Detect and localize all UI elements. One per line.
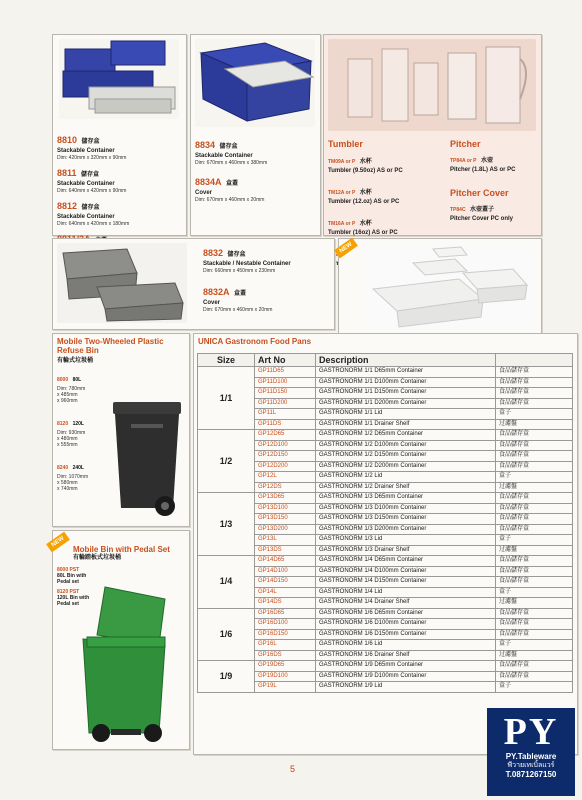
product-cn: 水壺 bbox=[480, 158, 493, 164]
tumbler-item bbox=[328, 181, 446, 206]
bin-dim: x 580mm bbox=[57, 480, 78, 486]
bin-size: 240L bbox=[72, 465, 84, 471]
section-title: Mobile Bin with Pedal Set bbox=[73, 545, 170, 554]
art-no-cell: GP11D200 bbox=[255, 398, 316, 409]
product-code: TM20A bbox=[328, 252, 345, 258]
description-cell: GASTRONORM 1/1 D150mm Container bbox=[316, 388, 496, 399]
product-cn: 水杯 bbox=[359, 190, 372, 196]
product-code: TP84A or P bbox=[450, 158, 477, 164]
bin-illustration bbox=[67, 583, 187, 747]
product-panel-8810 bbox=[52, 34, 187, 236]
description-cell: GASTRONORM 1/6 D100mm Container bbox=[316, 619, 496, 630]
chinese-cell: 盒子 bbox=[496, 682, 573, 693]
table-row bbox=[198, 556, 573, 567]
bin-dim: x 740mm bbox=[57, 486, 78, 492]
art-no-cell: GP12DS bbox=[255, 482, 316, 493]
product-code: 8000 bbox=[57, 377, 69, 383]
bin-item bbox=[57, 368, 105, 404]
table-row bbox=[198, 640, 573, 651]
table-header-row bbox=[198, 354, 573, 367]
product-code: TM12A or P bbox=[328, 190, 356, 196]
description-cell: GASTRONORM 1/3 D65mm Container bbox=[316, 493, 496, 504]
description-cell: GASTRONORM 1/9 Lid bbox=[316, 682, 496, 693]
col-description: Description bbox=[316, 354, 496, 367]
art-no-cell: GP13D200 bbox=[255, 524, 316, 535]
product-name: Stackable Container bbox=[57, 214, 115, 220]
product-code: 8812 bbox=[57, 201, 78, 211]
bin-dim: x 555mm bbox=[57, 442, 78, 448]
bin-dim: x 480mm bbox=[57, 436, 78, 442]
bin-item bbox=[57, 456, 105, 492]
product-item bbox=[203, 282, 331, 313]
table-row bbox=[198, 682, 573, 693]
product-code: TP84C bbox=[450, 207, 466, 213]
tumbler-illustration bbox=[328, 39, 536, 131]
product-image-white-pans bbox=[363, 243, 535, 329]
product-dim: Dim: 420mm x 320mm x 90mm bbox=[57, 155, 127, 161]
bin-illustration bbox=[103, 396, 187, 522]
table-row bbox=[198, 619, 573, 630]
product-name: Pitcher Cover PC only bbox=[450, 216, 514, 222]
product-panel-8834 bbox=[190, 34, 321, 236]
bin-desc: Pedal set bbox=[57, 579, 79, 585]
bin-list bbox=[57, 368, 105, 492]
product-list bbox=[203, 243, 331, 313]
art-no-cell: GP11D150 bbox=[255, 388, 316, 399]
chinese-cell: 食品儲存盒 bbox=[496, 661, 573, 672]
product-image-gray-bin bbox=[103, 396, 187, 522]
section-title: Tumbler bbox=[328, 139, 363, 149]
description-cell: GASTRONORM 1/1 D100mm Container bbox=[316, 377, 496, 388]
art-no-cell: GP11D100 bbox=[255, 377, 316, 388]
art-no-cell: GP12D150 bbox=[255, 451, 316, 462]
page-number: 5 bbox=[290, 764, 296, 774]
description-cell: GASTRONORM 1/4 D65mm Container bbox=[316, 556, 496, 567]
chinese-cell: 过濾盤 bbox=[496, 482, 573, 493]
chinese-cell: 食品儲存盒 bbox=[496, 367, 573, 378]
chinese-cell: 过濾盤 bbox=[496, 650, 573, 661]
chinese-cell: 盒子 bbox=[496, 535, 573, 546]
product-name: Stackable / Nestable Container bbox=[203, 261, 291, 267]
product-cn: 盒蓋 bbox=[233, 291, 246, 297]
table-row bbox=[198, 409, 573, 420]
description-cell: GASTRONORM 1/4 D150mm Container bbox=[316, 577, 496, 588]
new-badge: NEW bbox=[334, 238, 358, 259]
product-cn: 水壺蓋子 bbox=[470, 207, 495, 213]
bin-dim: Dim: 1070mm bbox=[57, 474, 89, 480]
chinese-cell: 过濾盤 bbox=[496, 419, 573, 430]
product-dim: Dim: 640mm x 420mm x 180mm bbox=[57, 221, 130, 227]
size-cell: 1/3 bbox=[198, 493, 255, 556]
chinese-cell: 食品儲存盒 bbox=[496, 619, 573, 630]
bin-desc: 80L Bin with bbox=[57, 573, 87, 579]
section-title: Pitcher Cover bbox=[450, 188, 509, 198]
pitcher-list bbox=[450, 139, 538, 223]
description-cell: GASTRONORM 1/9 D100mm Container bbox=[316, 671, 496, 682]
table-row bbox=[198, 388, 573, 399]
art-no-cell: GP12L bbox=[255, 472, 316, 483]
product-item bbox=[195, 135, 317, 166]
bin-dim: x 485mm bbox=[57, 392, 78, 398]
table-row bbox=[198, 514, 573, 525]
table-row bbox=[198, 661, 573, 672]
product-code: 8832 bbox=[203, 248, 224, 258]
product-name: Stackable Container bbox=[57, 181, 115, 187]
logo-thai: พีวายเทเบิ้ลแวร์ bbox=[507, 762, 555, 769]
table-row bbox=[198, 671, 573, 682]
product-item bbox=[195, 172, 317, 203]
container-illustration bbox=[57, 243, 187, 323]
product-image-blue-containers bbox=[59, 39, 179, 119]
section-title: Mobile Two-Wheeled Plastic Refuse Bin bbox=[57, 337, 164, 355]
description-cell: GASTRONORM 1/6 Drainer Shelf bbox=[316, 650, 496, 661]
container-illustration bbox=[59, 39, 179, 119]
description-cell: GASTRONORM 1/2 D100mm Container bbox=[316, 440, 496, 451]
table-row bbox=[198, 430, 573, 441]
description-cell: GASTRONORM 1/3 Lid bbox=[316, 535, 496, 546]
bin-dim: Dim: 930mm bbox=[57, 430, 86, 436]
description-cell: GASTRONORM 1/6 Lid bbox=[316, 640, 496, 651]
table-row bbox=[198, 535, 573, 546]
section-title: Pitcher bbox=[450, 139, 481, 149]
art-no-cell: GP19D65 bbox=[255, 661, 316, 672]
art-no-cell: GP16DS bbox=[255, 650, 316, 661]
product-panel-8832 bbox=[52, 238, 335, 330]
art-no-cell: GP14D65 bbox=[255, 556, 316, 567]
product-dim: Dim: 670mm x 460mm x 20mm bbox=[203, 307, 273, 313]
description-cell: GASTRONORM 1/4 D100mm Container bbox=[316, 566, 496, 577]
product-panel-pedal-bin bbox=[52, 530, 190, 750]
table-row bbox=[198, 367, 573, 378]
product-item bbox=[57, 196, 183, 227]
chinese-cell: 食品儲存盒 bbox=[496, 377, 573, 388]
product-image-8832 bbox=[57, 243, 187, 323]
chinese-cell: 食品儲存盒 bbox=[496, 398, 573, 409]
chinese-cell: 食品儲存盒 bbox=[496, 524, 573, 535]
product-code: 8832A bbox=[203, 287, 230, 297]
description-cell: GASTRONORM 1/1 D200mm Container bbox=[316, 398, 496, 409]
table-row bbox=[198, 566, 573, 577]
tumbler-item bbox=[328, 150, 446, 175]
art-no-cell: GP16D150 bbox=[255, 629, 316, 640]
description-cell: GASTRONORM 1/3 Drainer Shelf bbox=[316, 545, 496, 556]
product-code: 8810 bbox=[57, 135, 78, 145]
chinese-cell: 食品儲存盒 bbox=[496, 451, 573, 462]
bin-desc: 120L Bin with bbox=[57, 595, 90, 601]
table-row bbox=[198, 545, 573, 556]
tumbler-item bbox=[328, 212, 446, 237]
table-row bbox=[198, 440, 573, 451]
product-item bbox=[57, 163, 183, 194]
product-code: TM09A or P bbox=[328, 159, 356, 165]
description-cell: GASTRONORM 1/2 Drainer Shelf bbox=[316, 482, 496, 493]
product-name: Stackable Container bbox=[57, 148, 115, 154]
table-row bbox=[198, 493, 573, 504]
art-no-cell: GP12D100 bbox=[255, 440, 316, 451]
art-no-cell: GP14D150 bbox=[255, 577, 316, 588]
chinese-cell: 过濾盤 bbox=[496, 545, 573, 556]
product-cn: 水杯 bbox=[359, 221, 372, 227]
product-code: TM16A or P bbox=[328, 221, 356, 227]
chinese-cell: 食品儲存盒 bbox=[496, 461, 573, 472]
art-no-cell: GP19D100 bbox=[255, 671, 316, 682]
product-image-tumblers bbox=[328, 39, 536, 131]
chinese-cell: 食品儲存盒 bbox=[496, 514, 573, 525]
product-dim: Dim: 640mm x 420mm x 90mm bbox=[57, 188, 127, 194]
description-cell: GASTRONORM 1/9 D65mm Container bbox=[316, 661, 496, 672]
table-row bbox=[198, 598, 573, 609]
product-panel-refuse-bin bbox=[52, 333, 190, 527]
description-cell: GASTRONORM 1/2 D65mm Container bbox=[316, 430, 496, 441]
bin-size: 120L bbox=[72, 421, 84, 427]
table-row bbox=[198, 461, 573, 472]
product-name: Cover bbox=[195, 190, 213, 196]
food-pans-table bbox=[197, 353, 573, 693]
product-cn: 儲存盒 bbox=[80, 172, 99, 178]
table-row bbox=[198, 503, 573, 514]
description-cell: GASTRONORM 1/6 D150mm Container bbox=[316, 629, 496, 640]
col-chinese bbox=[496, 354, 573, 367]
chinese-cell: 盒子 bbox=[496, 587, 573, 598]
art-no-cell: GP16D65 bbox=[255, 608, 316, 619]
description-cell: GASTRONORM 1/3 D200mm Container bbox=[316, 524, 496, 535]
table-body bbox=[198, 367, 573, 693]
description-cell: GASTRONORM 1/3 D150mm Container bbox=[316, 514, 496, 525]
product-cn: 盒蓋 bbox=[225, 181, 238, 187]
table-row bbox=[198, 577, 573, 588]
table-row bbox=[198, 377, 573, 388]
art-no-cell: GP14DS bbox=[255, 598, 316, 609]
product-name: Cover bbox=[203, 300, 221, 306]
description-cell: GASTRONORM 1/2 Lid bbox=[316, 472, 496, 483]
art-no-cell: GP12D65 bbox=[255, 430, 316, 441]
table-row bbox=[198, 587, 573, 598]
description-cell: GASTRONORM 1/1 Lid bbox=[316, 409, 496, 420]
table-row bbox=[198, 419, 573, 430]
description-cell: GASTRONORM 1/1 Drainer Shelf bbox=[316, 419, 496, 430]
logo-mark: PY bbox=[503, 711, 559, 753]
art-no-cell: GP11D65 bbox=[255, 367, 316, 378]
size-cell: 1/1 bbox=[198, 367, 255, 430]
bin-desc: Pedal set bbox=[57, 601, 79, 607]
product-dim: Dim: 670mm x 460mm x 380mm bbox=[195, 160, 268, 166]
table-row bbox=[198, 398, 573, 409]
product-code: 8000 PST bbox=[57, 567, 80, 573]
table-row bbox=[198, 472, 573, 483]
bin-item bbox=[57, 412, 105, 448]
food-pans-title: UNICA Gastronom Food Pans bbox=[198, 337, 312, 346]
logo-brand: PY.Tableware bbox=[505, 752, 557, 761]
food-pan-illustration bbox=[363, 243, 535, 329]
art-no-cell: GP14D100 bbox=[255, 566, 316, 577]
chinese-cell: 食品儲存盒 bbox=[496, 388, 573, 399]
product-item bbox=[57, 130, 183, 161]
product-code: 8240 bbox=[57, 465, 69, 471]
product-image-8834 bbox=[195, 39, 315, 127]
art-no-cell: GP11DS bbox=[255, 419, 316, 430]
size-cell: 1/9 bbox=[198, 661, 255, 693]
chinese-cell: 盒子 bbox=[496, 472, 573, 483]
art-no-cell: GP16D100 bbox=[255, 619, 316, 630]
product-dim: Dim: 660mm x 450mm x 230mm bbox=[203, 268, 276, 274]
product-dim: Dim: 670mm x 460mm x 20mm bbox=[195, 197, 265, 203]
table-row bbox=[198, 629, 573, 640]
section-cn: 有輪式垃圾桶 bbox=[57, 358, 94, 364]
art-no-cell: GP14L bbox=[255, 587, 316, 598]
chinese-cell: 食品儲存盒 bbox=[496, 430, 573, 441]
description-cell: GASTRONORM 1/6 D65mm Container bbox=[316, 608, 496, 619]
chinese-cell: 食品儲存盒 bbox=[496, 577, 573, 588]
description-cell: GASTRONORM 1/2 D150mm Container bbox=[316, 451, 496, 462]
chinese-cell: 食品儲存盒 bbox=[496, 671, 573, 682]
product-code: 8811 bbox=[57, 168, 77, 178]
chinese-cell: 食品儲存盒 bbox=[496, 566, 573, 577]
table-row bbox=[198, 524, 573, 535]
product-panel-white-pans bbox=[338, 238, 542, 335]
product-item bbox=[203, 243, 331, 274]
table-row bbox=[198, 451, 573, 462]
description-cell: GASTRONORM 1/3 D100mm Container bbox=[316, 503, 496, 514]
chinese-cell: 过濾盤 bbox=[496, 598, 573, 609]
product-cn: 儲存盒 bbox=[219, 144, 238, 150]
bin-dim: Dim: 780mm bbox=[57, 386, 86, 392]
size-cell: 1/4 bbox=[198, 556, 255, 609]
chinese-cell: 食品儲存盒 bbox=[496, 503, 573, 514]
product-image-green-bin bbox=[67, 583, 187, 747]
art-no-cell: GP19L bbox=[255, 682, 316, 693]
logo-phone: T.0871267150 bbox=[505, 770, 557, 779]
product-code: 8120 bbox=[57, 421, 69, 427]
description-cell: GASTRONORM 1/1 D65mm Container bbox=[316, 367, 496, 378]
container-illustration bbox=[195, 39, 315, 127]
description-cell: GASTRONORM 1/2 D200mm Container bbox=[316, 461, 496, 472]
product-name: Tumbler (12.oz) AS or PC bbox=[328, 199, 400, 205]
chinese-cell: 食品儲存盒 bbox=[496, 493, 573, 504]
chinese-cell: 食品儲存盒 bbox=[496, 629, 573, 640]
art-no-cell: GP12D200 bbox=[255, 461, 316, 472]
section-cn: 有輪踏板式垃圾桶 bbox=[73, 555, 122, 561]
col-size: Size bbox=[198, 354, 255, 367]
bin-size: 80L bbox=[72, 377, 82, 383]
chinese-cell: 食品儲存盒 bbox=[496, 556, 573, 567]
description-cell: GASTRONORM 1/4 Drainer Shelf bbox=[316, 598, 496, 609]
size-cell: 1/6 bbox=[198, 608, 255, 661]
product-name: Tumbler (9.50oz) AS or PC bbox=[328, 168, 403, 174]
table-row bbox=[198, 608, 573, 619]
art-no-cell: GP13D65 bbox=[255, 493, 316, 504]
product-code: 8834A bbox=[195, 177, 222, 187]
py-tableware-logo bbox=[487, 708, 575, 796]
product-cn: 水杯 bbox=[359, 159, 372, 165]
product-list bbox=[195, 135, 317, 203]
art-no-cell: GP13D150 bbox=[255, 514, 316, 525]
art-no-cell: GP13DS bbox=[255, 545, 316, 556]
description-cell: GASTRONORM 1/4 Lid bbox=[316, 587, 496, 598]
size-cell: 1/2 bbox=[198, 430, 255, 493]
product-cn: 儲存盒 bbox=[81, 139, 100, 145]
product-name: Tumbler (16oz) AS or PC bbox=[328, 230, 398, 236]
bin-dim: x 960mm bbox=[57, 398, 78, 404]
art-no-cell: GP16L bbox=[255, 640, 316, 651]
col-art-no: Art No bbox=[255, 354, 316, 367]
chinese-cell: 盒子 bbox=[496, 640, 573, 651]
chinese-cell: 食品儲存盒 bbox=[496, 608, 573, 619]
table-row bbox=[198, 650, 573, 661]
table-row bbox=[198, 482, 573, 493]
art-no-cell: GP13D100 bbox=[255, 503, 316, 514]
product-code: 8834 bbox=[195, 140, 216, 150]
art-no-cell: GP13L bbox=[255, 535, 316, 546]
art-no-cell: GP11L bbox=[255, 409, 316, 420]
chinese-cell: 食品儲存盒 bbox=[496, 440, 573, 451]
product-cn: 儲存盒 bbox=[81, 205, 100, 211]
product-code: 8120 PST bbox=[57, 589, 80, 595]
product-name: Stackable Container bbox=[195, 153, 253, 159]
product-cn: 儲存盒 bbox=[227, 252, 246, 258]
chinese-cell: 盒子 bbox=[496, 409, 573, 420]
product-name: Pitcher (1.8L) AS or PC bbox=[450, 167, 516, 173]
new-badge: NEW bbox=[46, 532, 70, 553]
